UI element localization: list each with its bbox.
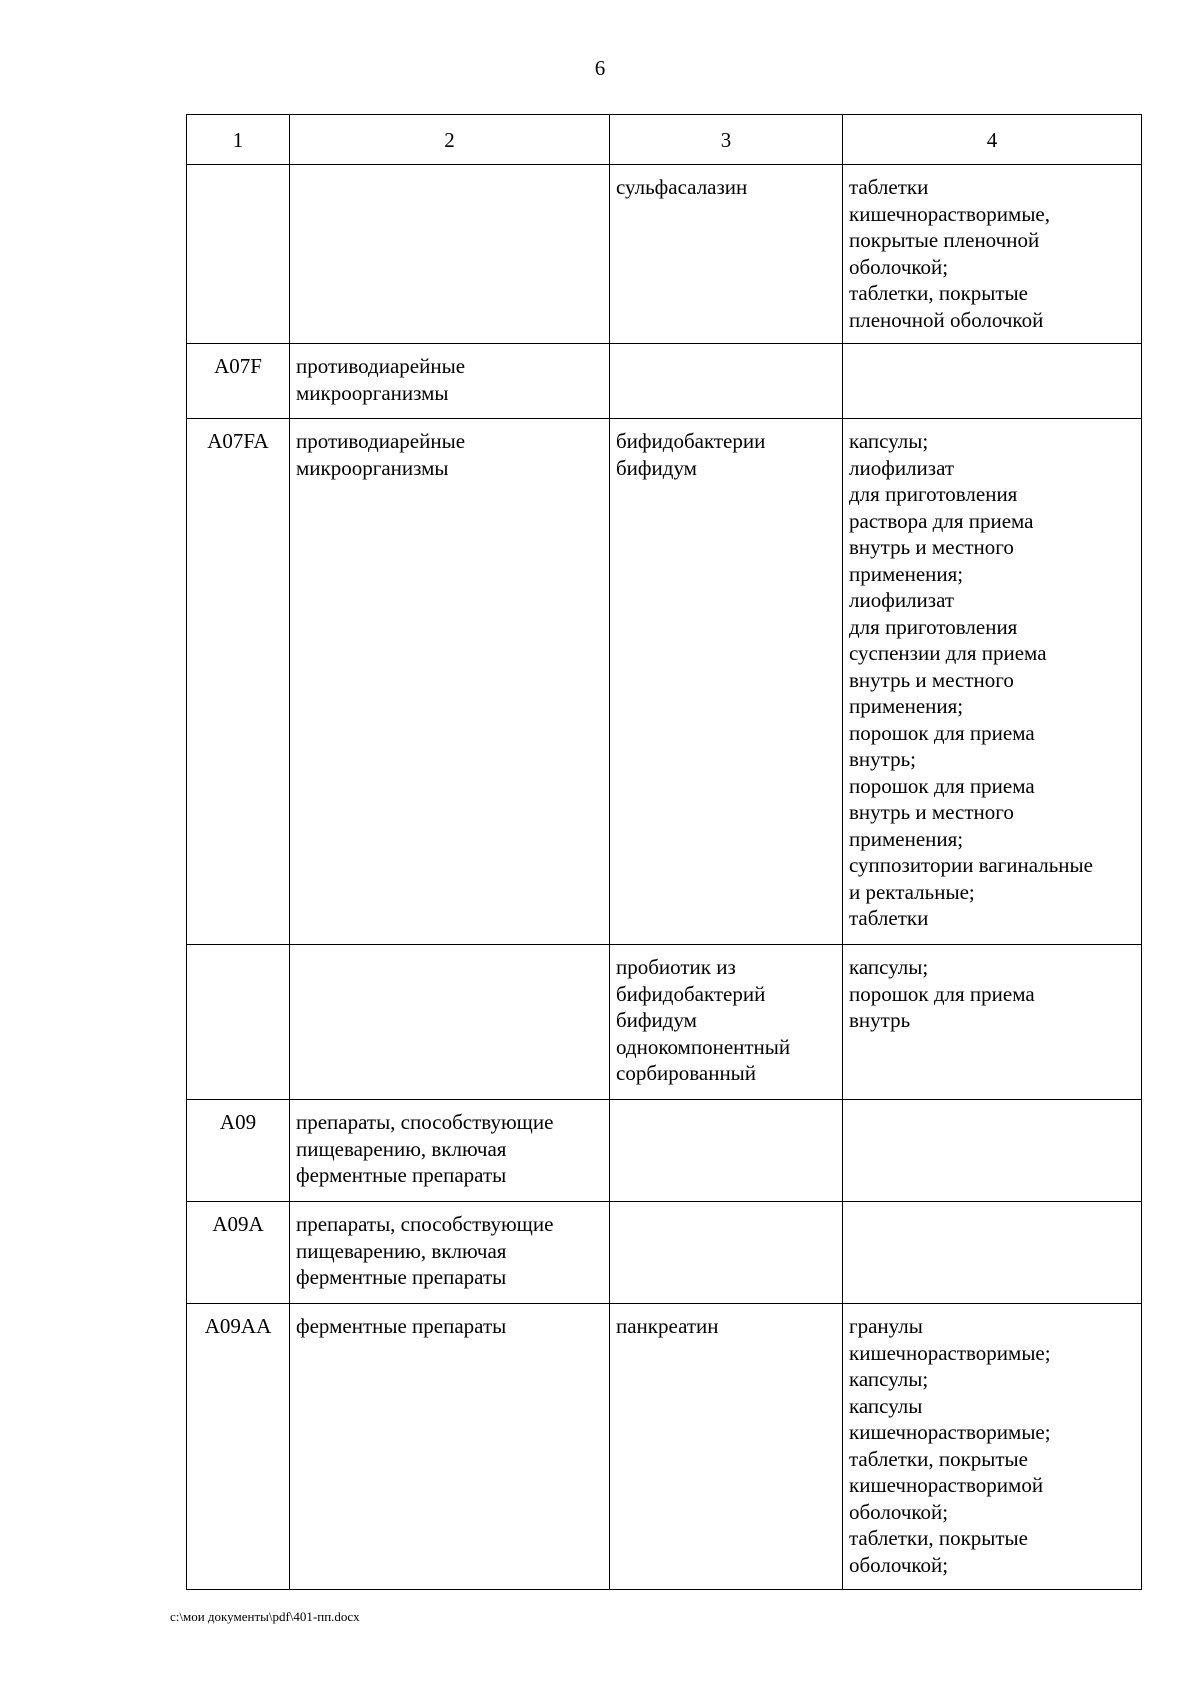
table-row (187, 1304, 1142, 1590)
atc-code-cell: A09AA (187, 1304, 290, 1590)
drug-cell (610, 1100, 843, 1202)
forms-cell: капсулы; порошок для приема внутрь (843, 945, 1142, 1100)
group-cell (290, 945, 610, 1100)
drug-cell: панкреатин (610, 1304, 843, 1590)
group-cell: препараты, способствующие пищеварению, включая ферментные препараты (290, 1202, 610, 1304)
forms-cell: гранулы кишечнорастворимые; капсулы; капсулы кишечнорастворимые; таблетки, покрытые кишечнорастворимой оболочкой; таблетки, покрытые оболочкой; (843, 1304, 1142, 1590)
forms-cell: таблетки кишечнорастворимые, покрытые пленочной оболочкой; таблетки, покрытые пленочной оболочкой (843, 165, 1142, 344)
drug-cell: пробиотик из бифидобактерий бифидум однокомпонентный сорбированный (610, 945, 843, 1100)
footer-file-path: c:\мои документы\pdf\401-пп.docx (170, 1609, 360, 1624)
column-header-3: 3 (610, 115, 843, 165)
table-row (187, 344, 1142, 419)
atc-code-cell (187, 945, 290, 1100)
atc-code-cell: A09A (187, 1202, 290, 1304)
atc-code-cell: A07FA (187, 419, 290, 945)
forms-cell (843, 1202, 1142, 1304)
table-row (187, 419, 1142, 945)
group-cell: противодиарейные микроорганизмы (290, 344, 610, 419)
table-header-row (187, 115, 1142, 165)
group-cell: препараты, способствующие пищеварению, включая ферментные препараты (290, 1100, 610, 1202)
column-header-4: 4 (843, 115, 1142, 165)
drug-cell (610, 1202, 843, 1304)
group-cell (290, 165, 610, 344)
drug-table (186, 114, 1142, 1590)
atc-code-cell (187, 165, 290, 344)
atc-code-cell: A07F (187, 344, 290, 419)
group-cell: ферментные препараты (290, 1304, 610, 1590)
column-header-2: 2 (290, 115, 610, 165)
column-header-1: 1 (187, 115, 290, 165)
drug-cell (610, 344, 843, 419)
page-number: 6 (594, 56, 606, 80)
table-row (187, 1100, 1142, 1202)
table-row (187, 165, 1142, 344)
forms-cell: капсулы; лиофилизат для приготовления раствора для приема внутрь и местного применения; лиофилизат для приготовления суспензии для приема внутрь и местного применения; порошок для приема внутрь; порошок для приема внутрь и местного применения; суппозитории вагинальные и ректальные; таблетки (843, 419, 1142, 945)
drug-cell: бифидобактерии бифидум (610, 419, 843, 945)
atc-code-cell: A09 (187, 1100, 290, 1202)
table-row (187, 1202, 1142, 1304)
forms-cell (843, 344, 1142, 419)
drug-cell: сульфасалазин (610, 165, 843, 344)
forms-cell (843, 1100, 1142, 1202)
group-cell: противодиарейные микроорганизмы (290, 419, 610, 945)
table-row (187, 945, 1142, 1100)
